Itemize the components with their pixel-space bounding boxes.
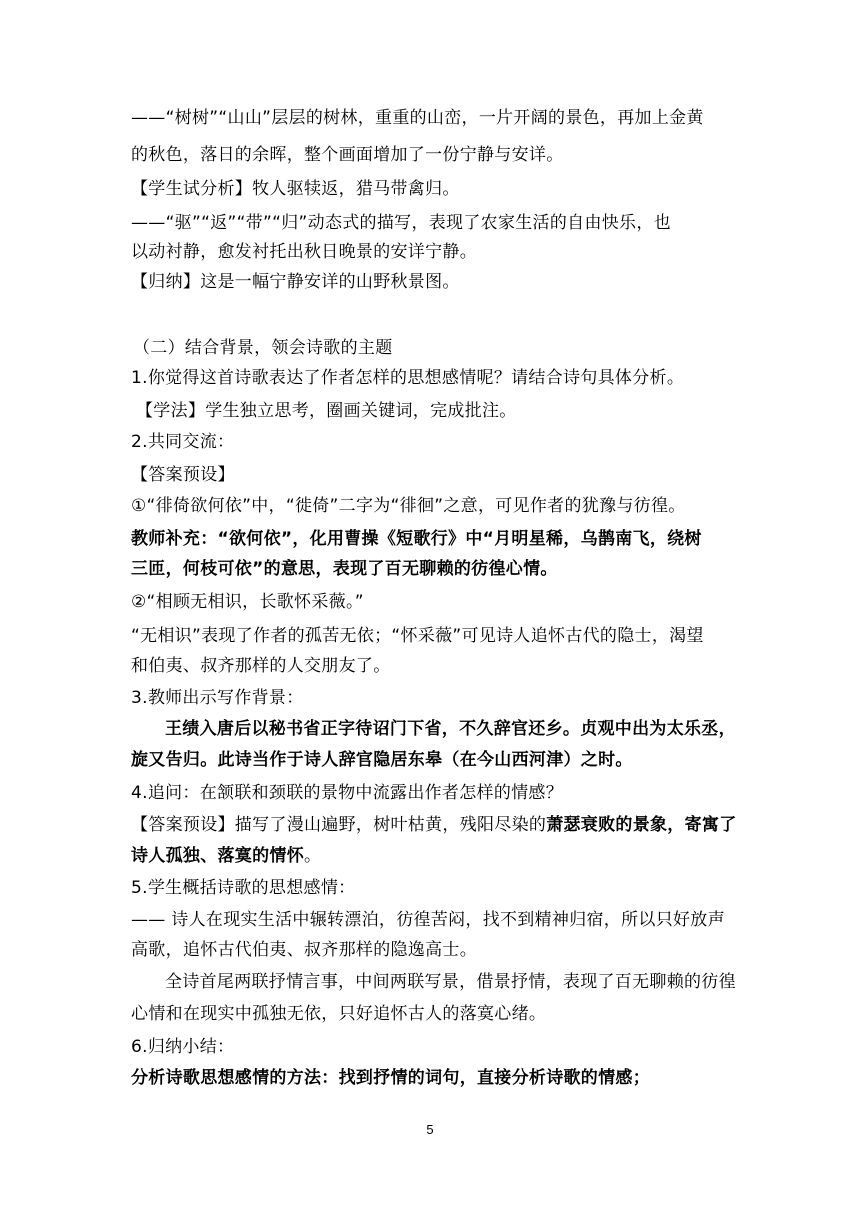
text-line: ①“徘倚欲何依”中，“徙倚”二字为“徘徊”之意，可见作者的犹豫与彷徨。 xyxy=(131,496,686,516)
text-line: 【学法】学生独立思考，圈画关键词，完成批注。 xyxy=(136,401,517,421)
mixed-text-line xyxy=(131,813,737,837)
text-line: 6.归纳小结： xyxy=(131,1037,235,1057)
text-line: 的秋色，落日的余晖，整个画面增加了一份宁静与安详。 xyxy=(131,145,564,165)
text-segment: 【答案预设】描写了漫山遍野，树叶枯黄，残阳尽染的 xyxy=(131,815,547,835)
text-line: —— 诗人在现实生活中辗转漂泊，彷徨苦闷，找不到精神归宿，所以只好放声 xyxy=(131,910,725,930)
text-line: 高歌，追怀古代伯夷、叔齐那样的隐逸高士。 xyxy=(131,940,477,960)
text-line: ——“树树”“山山”层层的树林，重重的山峦，一片开阔的景色，再加上金黄 xyxy=(131,108,704,128)
bold-text-line: 王绩入唐后以秘书省正字待诏门下省，不久辞官还乡。贞观中出为太乐丞， xyxy=(165,719,736,739)
text-line: ——“驱”“返”“带”“归”动态式的描写，表现了农家生活的自由快乐，也 xyxy=(131,213,671,233)
bold-text-line: 教师补充：“欲何依”，化用曹操《短歌行》中“月明星稀，乌鹊南飞，绕树 xyxy=(131,529,702,549)
text-line: 【学生试分析】牧人驱犊返，猎马带禽归。 xyxy=(131,179,460,199)
text-line: 3.教师出示写作背景： xyxy=(131,688,304,708)
bold-text-line: 三匝，何枝可依”的意思，表现了百无聊赖的彷徨心情。 xyxy=(131,559,558,579)
bold-text-line: 分析诗歌思想感情的方法：找到抒情的词句，直接分析诗歌的情感； xyxy=(131,1068,650,1088)
text-line: 4.追问：在颔联和颈联的景物中流露出作者怎样的情感？ xyxy=(131,783,564,803)
question-line: 1.你觉得这首诗歌表达了作者怎样的思想感情呢？请结合诗句具体分析。 xyxy=(131,368,685,388)
text-line: 全诗首尾两联抒情言事，中间两联写景，借景抒情，表现了百无聊赖的彷徨 xyxy=(165,972,736,992)
text-line: 和伯夷、叔齐那样的人交朋友了。 xyxy=(131,656,391,676)
text-line: ②“相顾无相识，长歌怀采薇。” xyxy=(131,592,364,612)
text-line: 5.学生概括诗歌的思想感情： xyxy=(131,878,356,898)
text-line: 2.共同交流： xyxy=(131,432,235,452)
bold-text-segment: 萧瑟衰败的景象，寄寓了 xyxy=(546,815,737,835)
bold-text-line: 旋又告归。此诗当作于诗人辞官隐居东皋（在今山西河津）之时。 xyxy=(131,750,633,770)
text-line: 以动衬静，愈发衬托出秋日晚景的安详宁静。 xyxy=(131,242,477,262)
section-heading: （二）结合背景，领会诗歌的主题 xyxy=(133,338,393,358)
text-line: 心情和在现实中孤独无依，只好追怀古人的落寞心绪。 xyxy=(131,1004,547,1024)
text-segment: 。 xyxy=(304,846,322,866)
bold-text-segment: 诗人孤独、落寞的情怀 xyxy=(131,846,304,866)
page-number: 5 xyxy=(426,1122,434,1137)
text-line: 【归纳】这是一幅宁静安详的山野秋景图。 xyxy=(131,272,460,292)
mixed-text-line xyxy=(131,844,321,868)
text-line: 【答案预设】 xyxy=(131,465,235,485)
text-line: “无相识”表现了作者的孤苦无依；“怀采薇”可见诗人追怀古代的隐士，渴望 xyxy=(131,626,704,646)
